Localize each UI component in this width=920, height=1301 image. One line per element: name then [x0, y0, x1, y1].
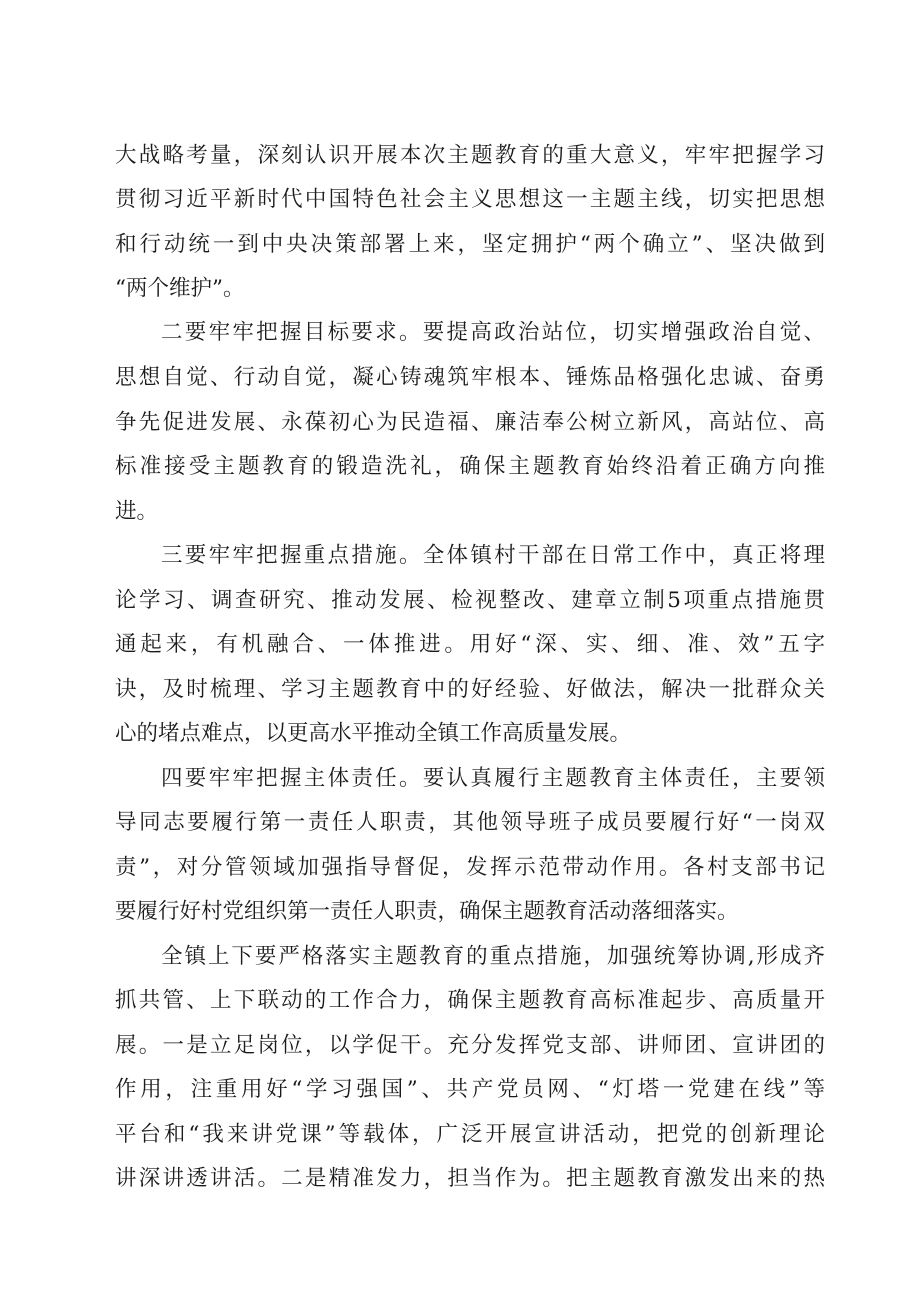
- text-line: 贯彻习近平新时代中国特色社会主义思想这一主题主线，切实把思想: [115, 187, 825, 212]
- paragraph-first-line: 全镇上下要严格落实主题教育的重点措施，加强统筹协调,形成齐: [161, 944, 825, 969]
- text-line: 诀，及时梳理、学习主题教育中的好经验、好做法，解决一批群众关: [115, 677, 825, 702]
- text-line: 论学习、调查研究、推动发展、检视整改、建章立制5项重点措施贯: [115, 588, 825, 613]
- text-line: 进。: [115, 499, 159, 524]
- text-line: 展。一是立足岗位，以学促干。充分发挥党支部、讲师团、宣讲团的: [115, 1033, 825, 1058]
- text-line: 和行动统一到中央决策部署上来，坚定拥护“两个确立”、坚决做到: [115, 232, 825, 257]
- text-line: “两个维护”。: [115, 276, 245, 301]
- text-line: 思想自觉、行动自觉，凝心铸魂筑牢根本、锤炼品格强化忠诚、奋勇: [115, 365, 825, 390]
- text-line: 标准接受主题教育的锻造洗礼，确保主题教育始终沿着正确方向推: [115, 454, 825, 479]
- text-line: 心的堵点难点，以更高水平推动全镇工作高质量发展。: [115, 721, 632, 746]
- text-line: 责”，对分管领域加强指导督促，发挥示范带动作用。各村支部书记: [115, 855, 825, 880]
- text-line: 讲深讲透讲活。二是精准发力，担当作为。把主题教育激发出来的热: [115, 1166, 825, 1191]
- text-line: 导同志要履行第一责任人职责，其他领导班子成员要履行好“一岗双: [115, 810, 825, 835]
- paragraph-first-line: 三要牢牢把握重点措施。全体镇村干部在日常工作中，真正将理: [161, 543, 825, 568]
- text-line: 争先促进发展、永葆初心为民造福、廉洁奉公树立新风，高站位、高: [115, 410, 825, 435]
- text-line: 抓共管、上下联动的工作合力，确保主题教育高标准起步、高质量开: [115, 988, 825, 1013]
- paragraph-first-line: 二要牢牢把握目标要求。要提高政治站位，切实增强政治自觉、: [161, 320, 825, 345]
- text-line: 大战略考量，深刻认识开展本次主题教育的重大意义，牢牢把握学习: [115, 143, 825, 168]
- text-line: 平台和“我来讲党课”等载体，广泛开展宣讲活动，把党的创新理论: [115, 1122, 825, 1147]
- text-line: 通起来，有机融合、一体推进。用好“深、实、细、准、效”五字: [115, 632, 825, 657]
- text-line: 要履行好村党组织第一责任人职责，确保主题教育活动落细落实。: [115, 899, 739, 924]
- text-line: 作用，注重用好“学习强国”、共产党员网、“灯塔一党建在线”等: [115, 1077, 825, 1102]
- paragraph-first-line: 四要牢牢把握主体责任。要认真履行主题教育主体责任，主要领: [161, 766, 825, 791]
